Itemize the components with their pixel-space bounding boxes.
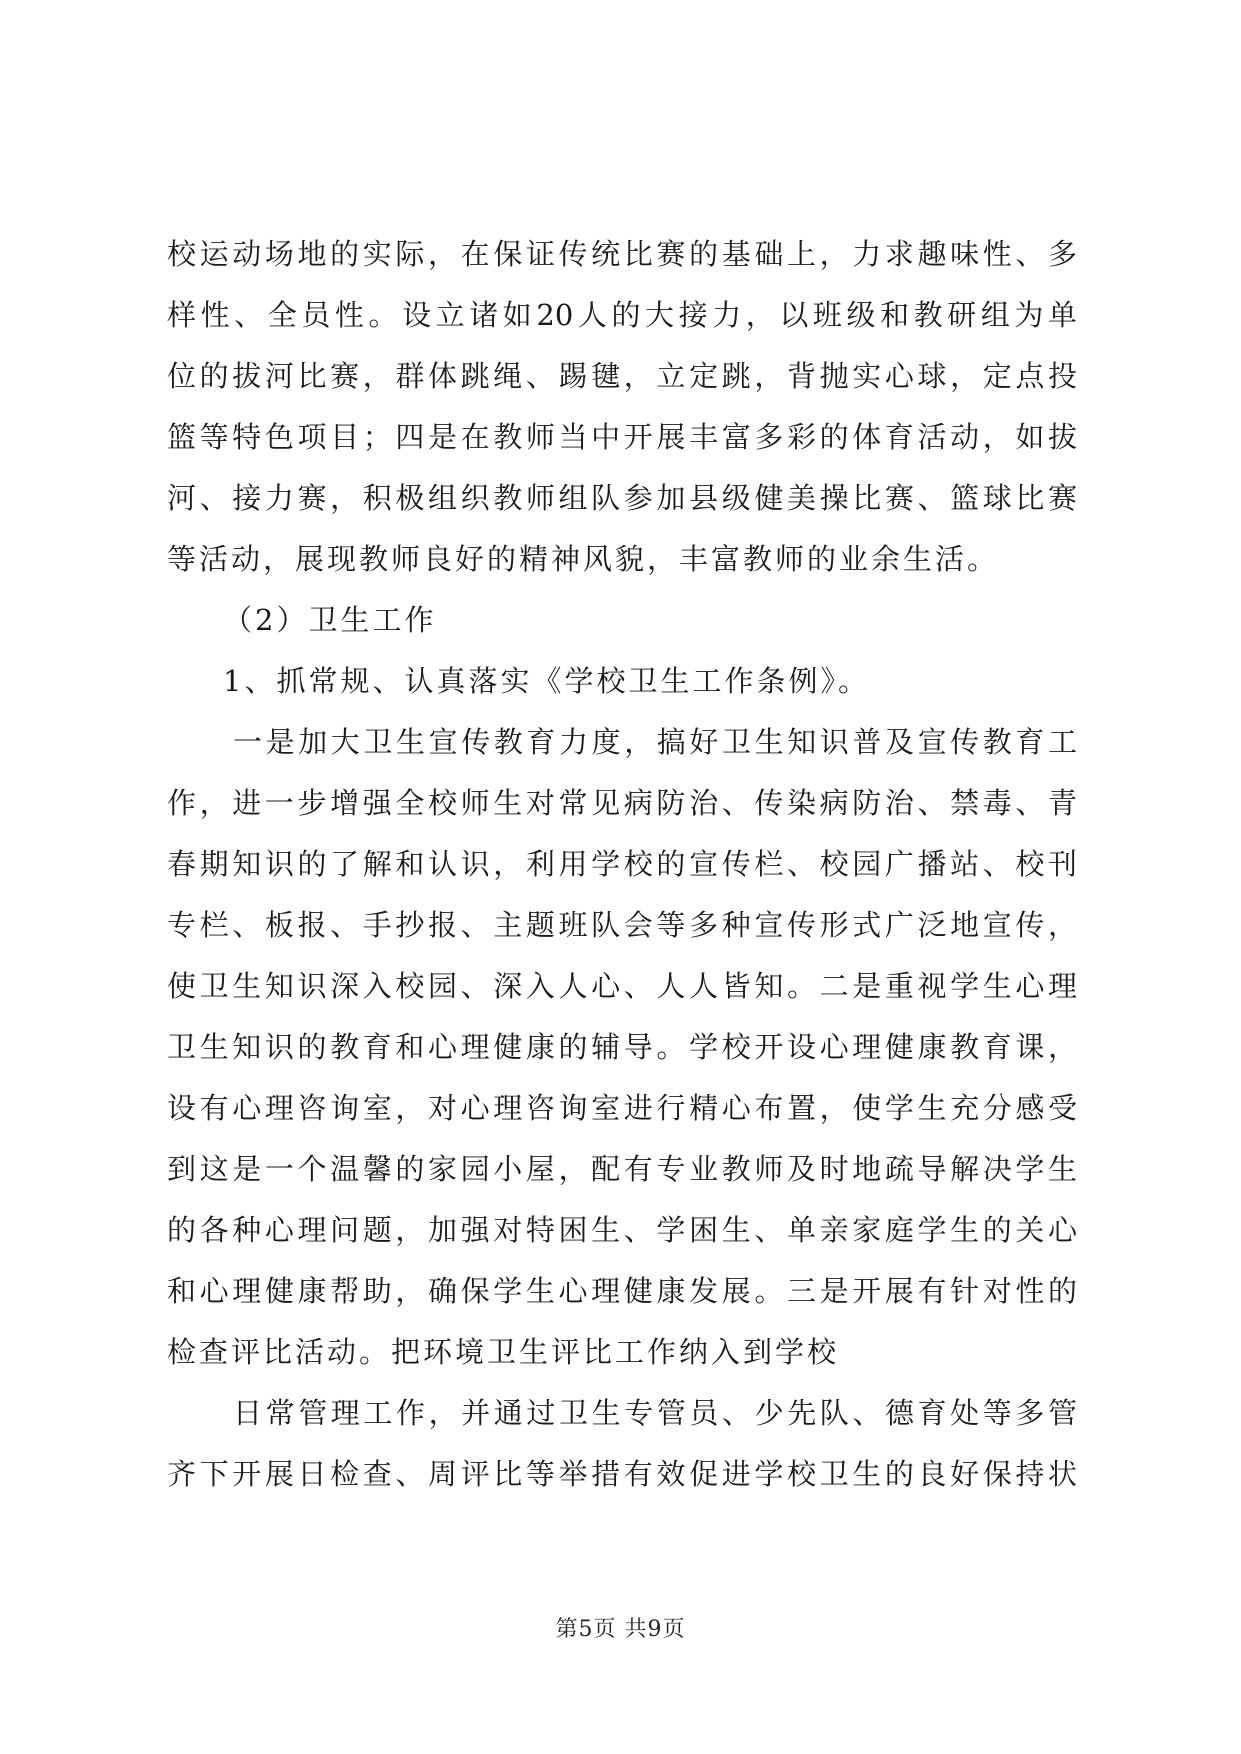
paragraph-line: 检查评比活动。把环境卫生评比工作纳入到学校 xyxy=(167,1335,840,1369)
paragraph-line: 作，进一步增强全校师生对常见病防治、传染病防治、禁毒、青 xyxy=(167,786,1077,820)
paragraph-line: 河、接力赛，积极组织教师组队参加县级健美操比赛、篮球比赛 xyxy=(167,481,1077,515)
paragraph-line: 齐下开展日检查、周评比等举措有效促进学校卫生的良好保持状 xyxy=(167,1457,1077,1491)
paragraph-line: 篮等特色项目；四是在教师当中开展丰富多彩的体育活动，如拔 xyxy=(167,420,1077,454)
paragraph-line: 春期知识的了解和认识，利用学校的宣传栏、校园广播站、校刊 xyxy=(167,847,1077,881)
subsection-heading: 1、抓常规、认真落实《学校卫生工作条例》。 xyxy=(223,664,870,698)
paragraph-line: 日常管理工作，并通过卫生专管员、少先队、德育处等多管 xyxy=(233,1396,1077,1430)
paragraph-line: 位的拔河比赛，群体跳绳、踢毽，立定跳，背抛实心球，定点投 xyxy=(167,359,1077,393)
paragraph-line: 和心理健康帮助，确保学生心理健康发展。三是开展有针对性的 xyxy=(167,1274,1077,1308)
paragraph-line: 使卫生知识深入校园、深入人心、人人皆知。二是重视学生心理 xyxy=(167,969,1077,1003)
paragraph-line: 到这是一个温馨的家园小屋，配有专业教师及时地疏导解决学生 xyxy=(167,1152,1077,1186)
paragraph-line: 的各种心理问题，加强对特困生、学困生、单亲家庭学生的关心 xyxy=(167,1213,1077,1247)
paragraph-line: 样性、全员性。设立诸如20人的大接力，以班级和教研组为单 xyxy=(167,298,1077,332)
paragraph-line: 等活动，展现教师良好的精神风貌，丰富教师的业余生活。 xyxy=(167,542,1000,576)
paragraph-line: 专栏、板报、手抄报、主题班队会等多种宣传形式广泛地宣传， xyxy=(167,908,1077,942)
page-number-footer: 第5页 共9页 xyxy=(555,1617,686,1642)
section-heading: （2）卫生工作 xyxy=(223,603,437,637)
paragraph-line: 一是加大卫生宣传教育力度，搞好卫生知识普及宣传教育工 xyxy=(233,725,1077,759)
paragraph-line: 卫生知识的教育和心理健康的辅导。学校开设心理健康教育课， xyxy=(167,1030,1077,1064)
paragraph-line: 设有心理咨询室，对心理咨询室进行精心布置，使学生充分感受 xyxy=(167,1091,1077,1125)
document-body xyxy=(167,224,1077,1505)
paragraph-line: 校运动场地的实际，在保证传统比赛的基础上，力求趣味性、多 xyxy=(167,237,1077,271)
